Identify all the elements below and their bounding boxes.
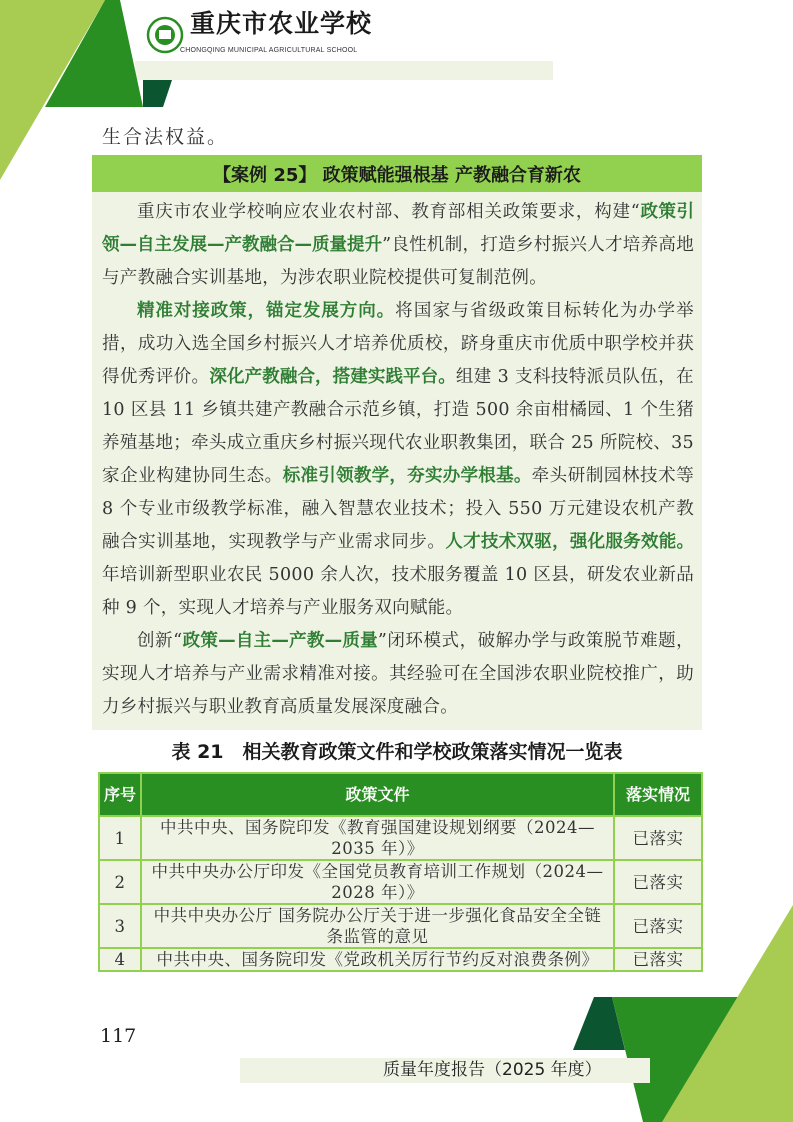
- body-text: ”良性机制，打造乡村振兴人才培养高地与产教融合实训基地，为涉农职业院校提供可复制范例。: [102, 235, 694, 288]
- table-header-row: [99, 773, 702, 816]
- cell-document: 中共中央、国务院印发《党政机关厉行节约反对浪费条例》: [141, 948, 614, 971]
- case-header: [92, 155, 702, 192]
- table-row: [99, 904, 702, 948]
- policy-table: [98, 772, 703, 972]
- table-row: [99, 948, 702, 971]
- case-label: 【案例 25】: [213, 164, 317, 186]
- body-text: 将国家与省级政策目标转化为办学举措，成功入选全国乡村振兴人才培养优质校，跻身重庆市优质中职学校并获得优秀评价。: [102, 301, 694, 387]
- school-name: 重庆市农业学校: [190, 9, 373, 38]
- body-text: 组建 3 支科技特派员队伍，在 10 区县 11 乡镇共建产教融合示范乡镇，打造 500 余亩柑橘园、1 个生猪养殖基地；牵头成立重庆乡村振兴现代农业职教集团，联合 25 所院校、35 家企业构建协同生态。: [102, 367, 694, 486]
- cell-document: 中共中央、国务院印发《教育强国建设规划纲要（2024—2035 年）》: [141, 816, 614, 860]
- header-band: [135, 61, 553, 80]
- emphasis-text: 政策引领—自主发展—产教融合—质量提升: [102, 202, 694, 255]
- emphasis-text: 政策—自主—产教—质量: [182, 631, 378, 651]
- header-seq: 序号: [99, 773, 141, 816]
- cell-status: 已落实: [614, 860, 702, 904]
- body-text: 年培训新型职业农民 5000 余人次，技术服务覆盖 10 区县，研发农业新品种 9 个，实现人才培养与产业服务双向赋能。: [102, 565, 694, 618]
- cell-seq: 3: [99, 904, 141, 948]
- cell-status: 已落实: [614, 816, 702, 860]
- case-body: [92, 192, 702, 730]
- lead-text: 生合法权益。: [102, 126, 229, 148]
- case-paragraph: [102, 196, 694, 295]
- cell-status: 已落实: [614, 948, 702, 971]
- emphasis-text: 精准对接政策，锚定发展方向。: [137, 301, 396, 321]
- cell-document: 中共中央办公厅 国务院办公厅关于进一步强化食品安全全链条监管的意见: [141, 904, 614, 948]
- emphasis-text: 标准引领教学，夯实办学根基。: [282, 466, 532, 486]
- table-title: 表 21 相关教育政策文件和学校政策落实情况一览表: [171, 741, 623, 763]
- body-text: 创新“: [137, 631, 183, 651]
- report-title: 质量年度报告（2025 年度）: [383, 1060, 602, 1080]
- case-paragraph: [102, 295, 694, 625]
- school-name-en: CHONGQING MUNICIPAL AGRICULTURAL SCHOOL: [180, 47, 358, 54]
- case-title: 政策赋能强根基 产教融合育新农: [322, 164, 581, 186]
- cell-seq: 1: [99, 816, 141, 860]
- main-content: [92, 155, 702, 972]
- table-row: [99, 860, 702, 904]
- header-status: 落实情况: [614, 773, 702, 816]
- emphasis-text: 人才技术双驱，强化服务效能。: [445, 532, 694, 552]
- page-number: 117: [100, 1025, 137, 1047]
- cell-status: 已落实: [614, 904, 702, 948]
- body-text: 牵头研制园林技术等 8 个专业市级教学标准，融入智慧农业技术；投入 550 万元建设农机产教融合实训基地，实现教学与产业需求同步。: [102, 466, 695, 552]
- cell-seq: 4: [99, 948, 141, 971]
- top-dark-green-shape: [143, 80, 172, 107]
- table-row: [99, 816, 702, 860]
- case-paragraph: [102, 625, 694, 724]
- cell-document: 中共中央办公厅印发《全国党员教育培训工作规划（2024—2028 年）》: [141, 860, 614, 904]
- emphasis-text: 深化产教融合，搭建实践平台。: [209, 367, 456, 387]
- body-text: ”闭环模式，破解办学与政策脱节难题，实现人才培养与产业需求精准对接。其经验可在全国涉农职业院校推广，助力乡村振兴与职业教育高质量发展深度融合。: [102, 631, 694, 717]
- cell-seq: 2: [99, 860, 141, 904]
- body-text: 重庆市农业学校响应农业农村部、教育部相关政策要求，构建“: [137, 202, 641, 222]
- school-seal-icon: [148, 18, 182, 52]
- header-document: 政策文件: [141, 773, 614, 816]
